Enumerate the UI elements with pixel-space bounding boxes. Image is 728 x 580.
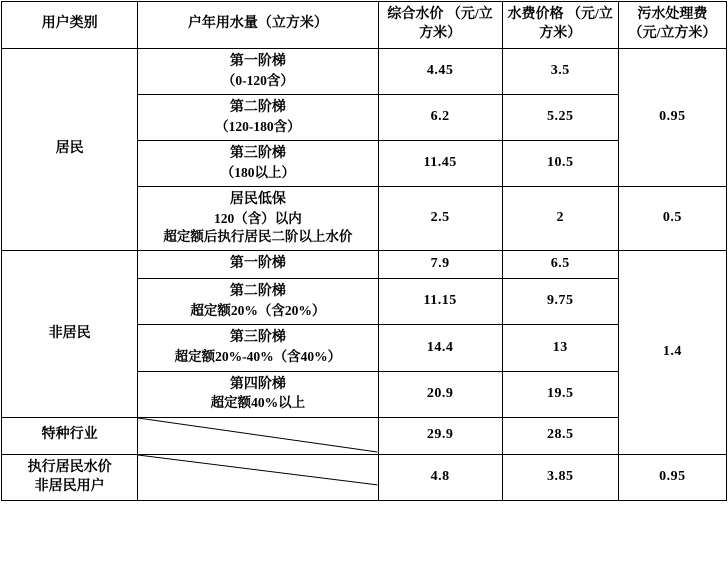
water-fee-value: 19.5 <box>502 371 618 417</box>
comprehensive-price-value: 6.2 <box>378 94 502 140</box>
header-sewage-fee-line1: 污水处理费 <box>637 7 708 22</box>
diagonal-strike-cell <box>138 417 378 454</box>
header-user-category: 用户类别 <box>2 2 138 49</box>
sewage-fee-value: 0.95 <box>618 48 726 186</box>
tier-label <box>138 371 378 417</box>
comprehensive-price-value: 4.45 <box>378 48 502 94</box>
comprehensive-price-value: 11.45 <box>378 141 502 187</box>
tier-main-text: 第一阶梯 <box>229 53 286 69</box>
comprehensive-price-value: 20.9 <box>378 371 502 417</box>
tier-label <box>138 187 378 251</box>
tier-label <box>138 94 378 140</box>
tier-sub-text: 超定额20%（含20%） <box>190 303 326 319</box>
category-label-line1: 执行居民水价 <box>27 459 112 475</box>
table-row <box>2 251 727 279</box>
comprehensive-price-value: 14.4 <box>378 325 502 371</box>
tier-sub-text: （0-120含） <box>221 72 294 88</box>
category-special-industry: 特种行业 <box>2 417 138 454</box>
table-header-row <box>2 2 727 49</box>
water-fee-value: 6.5 <box>502 251 618 279</box>
tier-main-text: 第一阶梯 <box>229 256 286 272</box>
tier-sub-text: 超定额40%以上 <box>210 395 306 411</box>
tier-label <box>138 48 378 94</box>
header-comprehensive-price <box>378 2 502 49</box>
header-comprehensive-price-line1: 综合水价 <box>387 7 444 22</box>
tier-label <box>138 279 378 325</box>
table-row <box>2 417 727 454</box>
header-sewage-fee <box>618 2 726 49</box>
water-fee-value: 5.25 <box>502 94 618 140</box>
tier-sub-text: 120（含）以内 <box>213 211 302 226</box>
tier-main-text: 第二阶梯 <box>229 284 286 300</box>
diagonal-strike-cell <box>138 454 378 501</box>
comprehensive-price-value: 2.5 <box>378 187 502 251</box>
table-row <box>2 454 727 501</box>
header-water-fee-line1: 水费价格 <box>507 7 564 22</box>
water-fee-value: 28.5 <box>502 417 618 454</box>
rate-table-sheet <box>0 1 728 580</box>
category-label-line2: 非居民用户 <box>34 478 105 494</box>
comprehensive-price-value: 4.8 <box>378 454 502 501</box>
sewage-fee-value: 0.95 <box>618 454 726 501</box>
tier-sub-text-2: 超定额后执行居民二阶以上水价 <box>163 229 353 245</box>
tier-label <box>138 251 378 279</box>
sewage-fee-value: 1.4 <box>618 251 726 454</box>
category-resident: 居民 <box>2 48 138 251</box>
water-fee-value: 10.5 <box>502 141 618 187</box>
tier-sub-text: （180以上） <box>220 164 295 180</box>
tier-sub-text: 超定额20%-40%（含40%） <box>174 349 342 365</box>
tier-sub-text: （120-180含） <box>215 118 301 134</box>
water-fee-value: 3.5 <box>502 48 618 94</box>
header-water-fee <box>502 2 618 49</box>
comprehensive-price-value: 29.9 <box>378 417 502 454</box>
tier-main-text: 第四阶梯 <box>229 376 286 392</box>
tier-label <box>138 141 378 187</box>
header-sewage-fee-line2: （元/立方米） <box>628 25 717 41</box>
diagonal-line-icon <box>138 418 377 454</box>
diagonal-line-icon <box>138 455 377 501</box>
category-resident-price-nonresident-user <box>2 454 138 501</box>
tier-label <box>138 325 378 371</box>
water-fee-value: 2 <box>502 187 618 251</box>
sewage-fee-value: 0.5 <box>618 187 726 251</box>
comprehensive-price-value: 7.9 <box>378 251 502 279</box>
header-water-fee-line2: （元/立方米） <box>539 7 613 41</box>
table-row <box>2 48 727 94</box>
header-annual-usage: 户年用水量（立方米） <box>138 2 378 49</box>
water-fee-value: 13 <box>502 325 618 371</box>
water-fee-value: 3.85 <box>502 454 618 501</box>
tier-main-text: 第三阶梯 <box>229 330 286 346</box>
tier-main-text: 居民低保 <box>229 192 286 208</box>
tier-main-text: 第三阶梯 <box>229 146 286 161</box>
tier-main-text: 第二阶梯 <box>229 99 286 115</box>
comprehensive-price-value: 11.15 <box>378 279 502 325</box>
header-comprehensive-price-line2: （元/立方米） <box>419 7 493 41</box>
water-price-table <box>1 1 727 501</box>
water-fee-value: 9.75 <box>502 279 618 325</box>
category-non-resident: 非居民 <box>2 251 138 417</box>
